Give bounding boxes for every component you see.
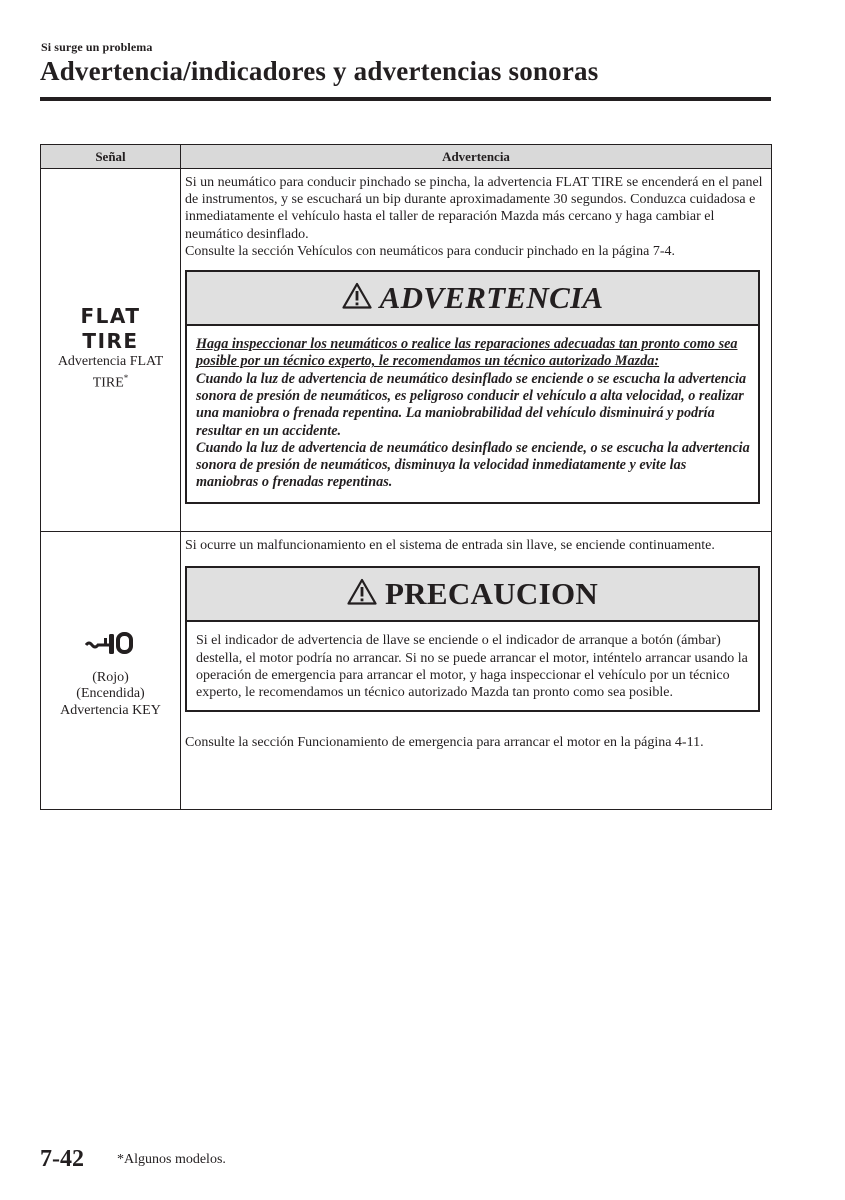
signal-label-name: Advertencia KEY	[60, 702, 161, 718]
warning-box-body	[187, 326, 758, 502]
table-row	[41, 532, 772, 810]
signal-cell-flat-tire	[41, 169, 181, 532]
page-title: Advertencia/indicadores y advertencias sonoras	[40, 56, 599, 86]
warning-paragraph-3: Cuando la luz de advertencia de neumático desinflado se enciende, o se escucha la advertencia sonora de presión de neumáticos, disminuya la velocidad inmediatamente y evite las maniobras o frenadas repentinas.	[196, 439, 750, 491]
warning-paragraph-2: Cuando la luz de advertencia de neumático desinflado se enciende o se escucha la advertencia sonora de presión de neumáticos, es peligroso conducir el vehículo a alta velocidad, o realizar una maniobra o frenada repentina. La maniobrabilidad del vehículo disminuirá y podría resultar en un accidente.	[196, 370, 747, 439]
warning-cell-key	[181, 532, 772, 810]
footnote-mark: *	[123, 373, 129, 384]
caution-box	[185, 566, 760, 712]
signal-label-text: TIRE	[92, 375, 124, 391]
caution-box-title: PRECAUCION	[384, 576, 599, 612]
signal-label-color: (Rojo)	[92, 669, 129, 685]
warning-box-header	[187, 272, 758, 326]
column-header-warning: Advertencia	[181, 145, 772, 169]
caution-paragraph: Si el indicador de advertencia de llave se enciende o el indicador de arranque a botón (ámbar) destella, el motor podría no arrancar. Si no se puede arrancar el motor, inténtelo arrancar usando la operación de emergencia para arrancar el motor, y haga inspeccionar el vehículo por un técnico experto, le recomendamos un técnico autorizado Mazda tan pronto como sea posible.	[196, 633, 748, 701]
footnote: *Algunos modelos.	[117, 1152, 226, 1167]
title-rule	[40, 97, 771, 101]
key-reference: Consulte la sección Funcionamiento de emergencia para arrancar el motor en la página 4-11.	[185, 735, 704, 751]
flat-tire-description: Si un neumático para conducir pinchado se pincha, la advertencia FLAT TIRE se encenderá en el panel de instrumentos, y se escuchará un bip durante aproximadamente 30 segundos. Conduzca cuidadosa e inmediatamente el vehículo hasta el taller de reparación Mazda más cercano y haga cambiar el neumático desinflado.	[185, 175, 763, 242]
flat-tire-icon	[41, 304, 180, 354]
column-header-signal: Señal	[41, 145, 181, 169]
warning-paragraph-1: Haga inspeccionar los neumáticos o realice las reparaciones adecuadas tan pronto como sea posible por un técnico experto, le recomendamos un técnico autorizado Mazda:	[196, 336, 738, 370]
signal-label-state: (Encendida)	[76, 686, 145, 701]
caution-box-header	[187, 568, 758, 622]
table-row	[41, 169, 772, 532]
key-warning-icon	[41, 628, 180, 664]
page-number: 7-42	[40, 1146, 84, 1172]
warning-triangle-icon	[347, 578, 377, 605]
signals-table	[40, 144, 772, 810]
flat-tire-icon-line2: TIRE	[82, 328, 139, 353]
warning-triangle-icon	[342, 282, 372, 309]
table-header-row	[41, 145, 772, 169]
warning-cell-flat-tire	[181, 169, 772, 532]
signal-label-line2	[41, 370, 180, 392]
signal-label-line1: Advertencia FLAT	[57, 353, 164, 369]
signal-cell-key	[41, 532, 181, 810]
flat-tire-icon-line1: FLAT	[80, 303, 141, 328]
flat-tire-reference: Consulte la sección Vehículos con neumáticos para conducir pinchado en la página 7-4.	[185, 243, 675, 259]
warning-box-title: ADVERTENCIA	[379, 280, 604, 316]
caution-box-body	[187, 622, 758, 710]
key-description: Si ocurre un malfuncionamiento en el sistema de entrada sin llave, se enciende continuamente.	[185, 538, 715, 553]
section-label: Si surge un problema	[41, 40, 153, 54]
warning-box	[185, 270, 760, 504]
